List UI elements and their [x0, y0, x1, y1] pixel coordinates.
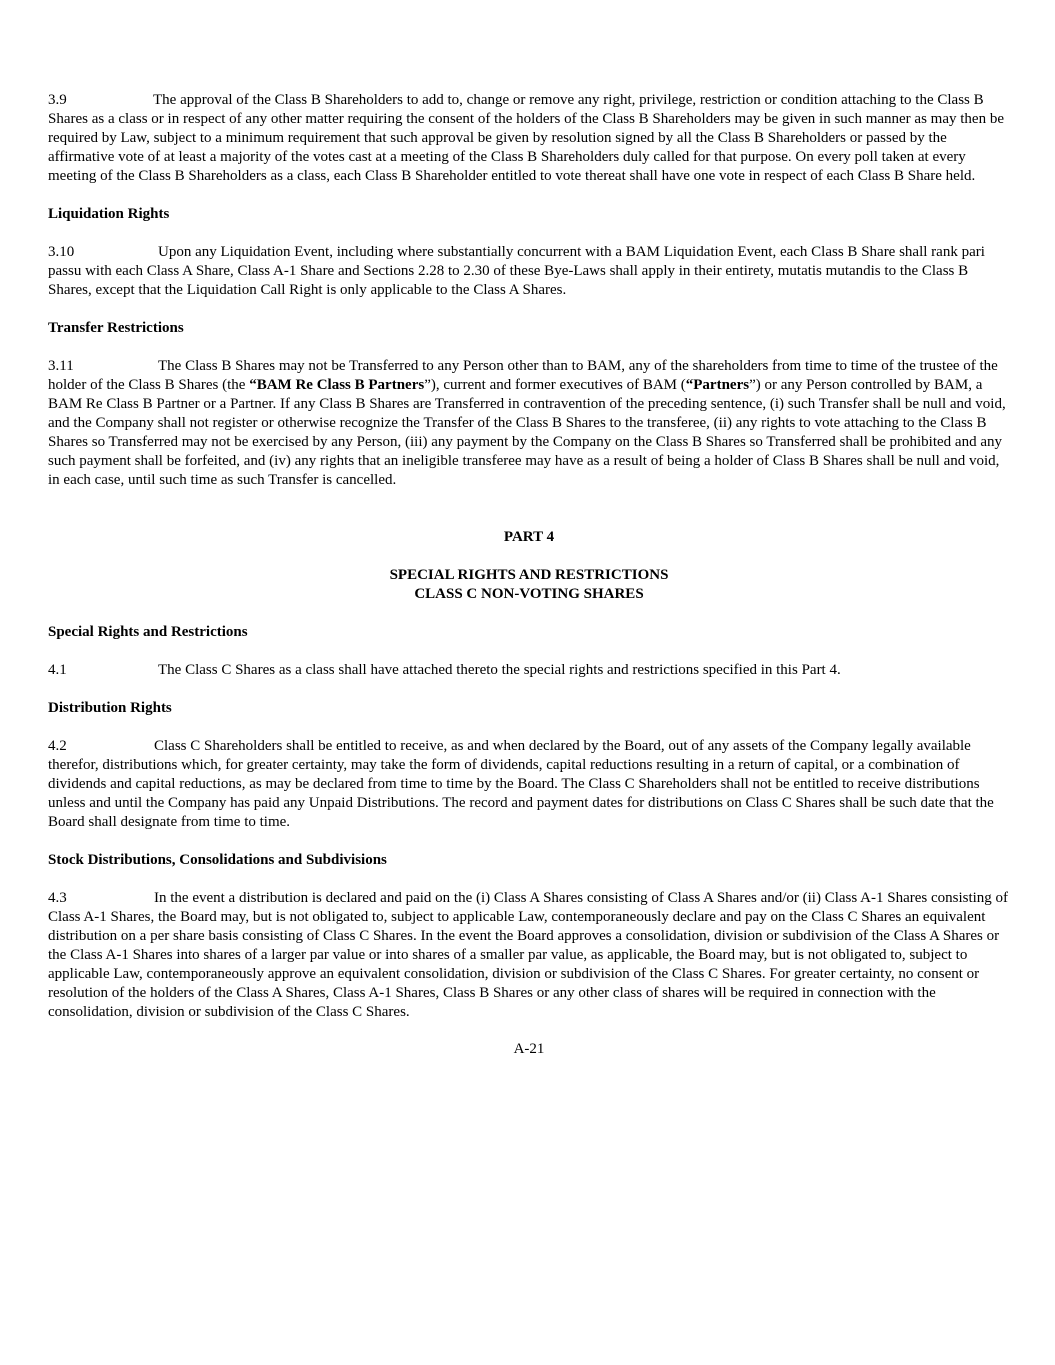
section-3-9 — [48, 91, 1010, 186]
section-text-part-3: ”) or any Person controlled by BAM, a BAM Re Class B Partner or a Partner. If any Class B Shares are Transferred in contravention of the preceding sentence, (i) such Transfer shall be null and void, and the Company shall not register or otherwise recognize the Transfer of the Class B Shares to the transferee, (ii) any rights to vote attaching to the Class B Shares so Transferred may not be exercised by any Person, (iii) any payment by the Company on the Class B Shares so Transferred shall be prohibited and any such payment shall be forfeited, and (iv) any rights that an ineligible transferee may have as a result of being a holder of Class B Shares shall be null and void, in each case, until such time as such Transfer is cancelled. — [48, 377, 1006, 488]
section-number: 4.2 — [48, 738, 67, 754]
section-text: Upon any Liquidation Event, including where substantially concurrent with a BAM Liquidation Event, each Class B Share shall rank pari passu with each Class A Share, Class A-1 Share and Sections 2.28 to 2.30 of these Bye-Laws shall apply in their entirety, mutatis mutandis to the Class B Shares, except that the Liquidation Call Right is only applicable to the Class A Shares. — [48, 244, 985, 298]
part-title: PART 4 — [503, 529, 555, 545]
document-page — [48, 91, 1010, 1059]
section-3-11 — [48, 357, 1010, 490]
section-number: 4.3 — [48, 890, 67, 906]
section-number: 3.10 — [48, 244, 75, 260]
section-text: The Class C Shares as a class shall have attached thereto the special rights and restrictions specified in this Part 4. — [158, 662, 841, 678]
section-4-3 — [48, 889, 1010, 1022]
section-3-10 — [48, 243, 1010, 300]
heading-transfer-restrictions: Transfer Restrictions — [48, 320, 184, 336]
defined-term-partners: “Partners — [685, 377, 750, 393]
heading-stock-distributions: Stock Distributions, Consolidations and Subdivisions — [48, 852, 387, 868]
heading-distribution-rights: Distribution Rights — [48, 700, 172, 716]
page-number: A-21 — [513, 1041, 545, 1057]
section-number: 3.9 — [48, 92, 67, 108]
heading-liquidation-rights: Liquidation Rights — [48, 206, 170, 222]
heading-special-rights: Special Rights and Restrictions — [48, 624, 248, 640]
defined-term-bam-re-class-b-partners: “BAM Re Class B Partners — [249, 377, 425, 393]
section-text-part-1: The Class B Shares may not be Transferred to any Person other than to BAM, any of the shareholders from time to time of the trustee of the holder of the Class B Shares (the — [48, 358, 998, 393]
section-number: 4.1 — [48, 662, 67, 678]
section-4-2 — [48, 737, 1010, 832]
section-text-part-2: ”), current and former executives of BAM ( — [424, 377, 686, 393]
section-text: In the event a distribution is declared and paid on the (i) Class A Shares consisting of Class A Shares and/or (ii) Class A-1 Shares consisting of Class A-1 Shares, the Board may, but is not obligated to, subject to applicable Law, contemporaneously declare and pay on the Class C Shares an equivalent distribution on a per share basis consisting of Class C Shares. In the event the Board approves a consolidation, division or subdivision of the Class A Shares or the Class A-1 Shares into shares of a larger par value or into shares of a smaller par value, as applicable, the Board may, but is not obligated to, subject to applicable Law, contemporaneously approve an equivalent consolidation, division or subdivision of the Class C Shares. For greater certainty, no consent or resolution of the holders of the Class A Shares, Class A-1 Shares, Class B Shares or any other class of shares will be required in connection with the consolidation, division or subdivision of the Class C Shares. — [48, 890, 1009, 1020]
section-text: Class C Shareholders shall be entitled to receive, as and when declared by the Board, out of any assets of the Company legally available therefor, distributions which, for greater certainty, may take the form of dividends, capital reductions resulting in a return of capital, or a combination of dividends and capital reductions, as may be declared from time to time by the Board. The Class C Shareholders shall not be entitled to receive distributions unless and until the Company has paid any Unpaid Distributions. The record and payment dates for distributions on Class C Shares shall be such date that the Board shall designate from time to time. — [48, 738, 994, 830]
section-number: 3.11 — [48, 358, 74, 374]
section-text: The approval of the Class B Shareholders to add to, change or remove any right, privilege, restriction or condition attaching to the Class B Shares as a class or in respect of any other matter requiring the consent of the holders of the Class B Shareholders may be given in such manner as may then be required by Law, subject to a minimum requirement that such approval be given by resolution signed by all the Class B Shareholders or passed by the affirmative vote of at least a majority of the votes cast at a meeting of the Class B Shareholders duly called for that purpose. On every poll taken at every meeting of the Class B Shareholders as a class, each Class B Shareholder entitled to vote thereat shall have one vote in respect of each Class B Share held. — [48, 92, 1004, 184]
part-subtitle-1: SPECIAL RIGHTS AND RESTRICTIONS — [389, 567, 669, 583]
part-subtitle-2: CLASS C NON-VOTING SHARES — [414, 586, 644, 602]
section-4-1 — [48, 661, 1010, 680]
